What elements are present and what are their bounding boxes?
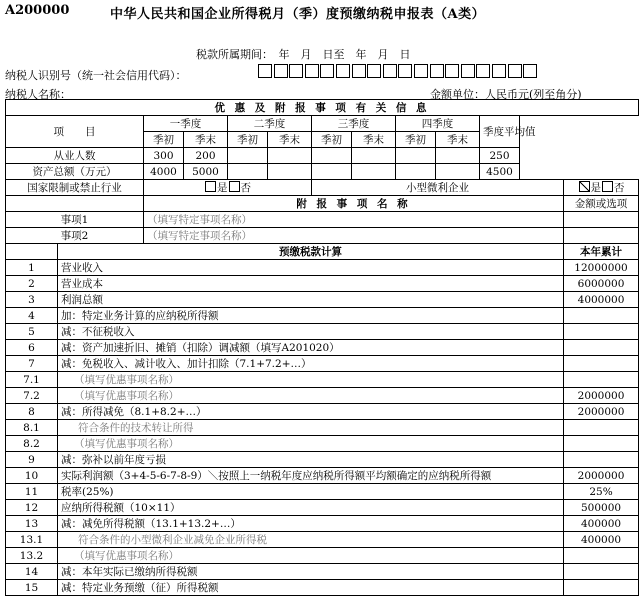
line-label: 减：不征税收入 [58, 324, 564, 340]
line-amount[interactable] [564, 580, 639, 596]
calc-row [6, 372, 639, 388]
line-number: 7.2 [6, 388, 58, 404]
value-cell[interactable] [396, 164, 436, 180]
quarter-header: 一季度 [144, 116, 228, 132]
id-digit-box[interactable] [461, 64, 475, 78]
line-number: 8 [6, 404, 58, 420]
quarter-header: 四季度 [396, 116, 480, 132]
line-label: 减：资产加速折旧、摊销（扣除）调减额（填写A201020） [58, 340, 564, 356]
attached-item-label: 事项1 [6, 212, 144, 228]
line-number: 2 [6, 276, 58, 292]
id-digit-box[interactable] [289, 64, 303, 78]
value-cell[interactable]: 300 [144, 148, 184, 164]
average-cell[interactable]: 250 [480, 148, 520, 164]
id-digit-box[interactable] [430, 64, 444, 78]
line-label: 实际利润额（3+4-5-6-7-8-9）＼按照上一纳税年度应纳税所得额平均额确定的应纳税所得额 [58, 468, 564, 484]
currency-unit: 金额单位：人民币元(列至角分) [430, 88, 582, 101]
line-amount[interactable] [564, 356, 639, 372]
quarter-end-header: 季末 [184, 132, 228, 148]
id-digit-box[interactable] [523, 64, 537, 78]
line-label: 符合条件的技术转让所得 [58, 420, 564, 436]
checkbox-icon[interactable] [229, 181, 240, 192]
line-amount[interactable] [564, 324, 639, 340]
checkbox-icon[interactable] [205, 181, 216, 192]
id-digit-box[interactable] [352, 64, 366, 78]
calc-row [6, 388, 639, 404]
quarterly-average-header: 季度平均值 [480, 116, 520, 148]
id-digit-box[interactable] [274, 64, 288, 78]
line-number: 13.1 [6, 532, 58, 548]
employees-row [6, 148, 639, 164]
calc-row [6, 308, 639, 324]
declaration-table [5, 99, 628, 596]
calc-row [6, 468, 639, 484]
calc-row [6, 436, 639, 452]
calc-row [6, 484, 639, 500]
value-cell[interactable] [268, 164, 312, 180]
prepayment-calc-title: 预缴税款计算 [58, 244, 564, 260]
option-no: 否 [240, 181, 251, 194]
line-amount[interactable]: 2000000 [564, 388, 639, 404]
id-digit-box[interactable] [414, 64, 428, 78]
quarter-start-header: 季初 [396, 132, 436, 148]
line-amount[interactable] [564, 564, 639, 580]
quarter-start-header: 季初 [312, 132, 352, 148]
row-label: 资产总额（万元） [6, 164, 144, 180]
calc-row [6, 548, 639, 564]
line-amount[interactable]: 25% [564, 484, 639, 500]
value-cell[interactable]: 5000 [184, 164, 228, 180]
line-label: 符合条件的小型微利企业减免企业所得税 [58, 532, 564, 548]
line-number: 11 [6, 484, 58, 500]
preferential-section-title: 优 惠 及 附 报 事 项 有 关 信 息 [6, 100, 639, 116]
form-code: A200000 [5, 3, 70, 18]
attached-item-amount[interactable] [564, 228, 639, 244]
line-label: （填写优惠事项名称） [58, 372, 564, 388]
line-number: 9 [6, 452, 58, 468]
small-low-profit-label: 小型微利企业 [312, 180, 564, 196]
value-cell[interactable] [352, 148, 396, 164]
line-number: 10 [6, 468, 58, 484]
line-label: 减：免税收入、减计收入、加计扣除（7.1+7.2+…） [58, 356, 564, 372]
taxpayer-name-label: 纳税人名称： [5, 88, 71, 101]
line-amount[interactable]: 6000000 [564, 276, 639, 292]
calc-row [6, 340, 639, 356]
id-digit-box[interactable] [508, 64, 522, 78]
value-cell[interactable] [436, 164, 480, 180]
line-label: 利润总额 [58, 292, 564, 308]
line-amount[interactable] [564, 452, 639, 468]
attached-item-row [6, 212, 639, 228]
line-label: 营业收入 [58, 260, 564, 276]
line-label: 加：特定业务计算的应纳税所得额 [58, 308, 564, 324]
option-yes: 是 [217, 181, 228, 194]
calc-row [6, 276, 639, 292]
quarter-end-header: 季末 [268, 132, 312, 148]
value-cell[interactable] [396, 148, 436, 164]
line-label: （填写优惠事项名称） [58, 548, 564, 564]
id-digit-box[interactable] [476, 64, 490, 78]
attached-item-name[interactable]: （填写特定事项名称） [144, 212, 564, 228]
line-number: 7 [6, 356, 58, 372]
calc-row [6, 532, 639, 548]
form-title: 中华人民共和国企业所得税月（季）度预缴纳税申报表（A类） [110, 7, 486, 22]
value-cell[interactable] [436, 148, 480, 164]
line-amount[interactable] [564, 548, 639, 564]
line-number: 8.1 [6, 420, 58, 436]
line-number: 12 [6, 500, 58, 516]
quarter-end-header: 季末 [436, 132, 480, 148]
id-digit-box[interactable] [367, 64, 381, 78]
tax-period: 税款所属期间： 年 月 日至 年 月 日 [196, 48, 411, 61]
amount-or-option-header: 金额或选项 [564, 196, 639, 212]
line-amount[interactable] [564, 436, 639, 452]
calc-row [6, 292, 639, 308]
line-label: 减：弥补以前年度亏损 [58, 452, 564, 468]
calc-row [6, 516, 639, 532]
attached-item-name[interactable]: （填写特定事项名称） [144, 228, 564, 244]
checkbox-icon[interactable] [602, 181, 613, 192]
industry-flags-row [6, 180, 639, 196]
calc-row [6, 404, 639, 420]
line-label: 应纳所得税额（10×11） [58, 500, 564, 516]
line-number: 14 [6, 564, 58, 580]
value-cell[interactable]: 200 [184, 148, 228, 164]
calc-row [6, 324, 639, 340]
line-amount[interactable]: 12000000 [564, 260, 639, 276]
item-header: 项 目 [6, 116, 144, 148]
value-cell[interactable] [228, 148, 268, 164]
quarter-header: 三季度 [312, 116, 396, 132]
calc-row [6, 564, 639, 580]
line-number: 1 [6, 260, 58, 276]
line-label: 营业成本 [58, 276, 564, 292]
id-digit-box[interactable] [383, 64, 397, 78]
line-label: 减：本年实际已缴纳所得税额 [58, 564, 564, 580]
line-label: 减：减免所得税额（13.1+13.2+…） [58, 516, 564, 532]
line-number: 6 [6, 340, 58, 356]
line-amount[interactable] [564, 308, 639, 324]
average-cell[interactable]: 4500 [480, 164, 520, 180]
line-number: 4 [6, 308, 58, 324]
value-cell[interactable]: 4000 [144, 164, 184, 180]
line-label: 减：所得减免（8.1+8.2+…） [58, 404, 564, 420]
quarter-header: 二季度 [228, 116, 312, 132]
line-amount[interactable] [564, 420, 639, 436]
value-cell[interactable] [312, 148, 352, 164]
calc-row [6, 452, 639, 468]
year-to-date-header: 本年累计 [564, 244, 639, 260]
line-amount[interactable]: 400000 [564, 516, 639, 532]
line-number: 15 [6, 580, 58, 596]
row-label: 从业人数 [6, 148, 144, 164]
taxpayer-id-label: 纳税人识别号（统一社会信用代码）： [5, 69, 187, 82]
line-label: 减：特定业务预缴（征）所得税额 [58, 580, 564, 596]
line-number: 3 [6, 292, 58, 308]
quarter-start-header: 季初 [144, 132, 184, 148]
total-assets-row [6, 164, 639, 180]
attached-item-row [6, 228, 639, 244]
value-cell[interactable] [268, 148, 312, 164]
line-label: （填写优惠事项名称） [58, 436, 564, 452]
line-number: 8.2 [6, 436, 58, 452]
attached-item-label: 事项2 [6, 228, 144, 244]
id-digit-box[interactable] [258, 64, 272, 78]
blank-cell [6, 196, 144, 212]
calc-row [6, 356, 639, 372]
calc-row [6, 500, 639, 516]
line-number: 13 [6, 516, 58, 532]
line-number: 7.1 [6, 372, 58, 388]
id-digit-box[interactable] [305, 64, 319, 78]
line-amount[interactable]: 400000 [564, 532, 639, 548]
id-digit-box[interactable] [398, 64, 412, 78]
line-amount[interactable]: 2000000 [564, 468, 639, 484]
id-digit-box[interactable] [445, 64, 459, 78]
line-amount[interactable] [564, 340, 639, 356]
line-amount[interactable]: 4000000 [564, 292, 639, 308]
calc-row [6, 420, 639, 436]
quarter-end-header: 季末 [352, 132, 396, 148]
checked-checkbox-icon[interactable] [579, 181, 590, 192]
line-number: 5 [6, 324, 58, 340]
restricted-industry-label: 国家限制或禁止行业 [6, 180, 144, 196]
quarter-start-header: 季初 [228, 132, 268, 148]
small-low-profit-options [564, 180, 639, 196]
option-no: 否 [614, 181, 625, 194]
line-label: 税率(25%) [58, 484, 564, 500]
calc-row [6, 580, 639, 596]
blank-cell [6, 244, 58, 260]
line-amount[interactable]: 2000000 [564, 404, 639, 420]
value-cell[interactable] [352, 164, 396, 180]
line-label: （填写优惠事项名称） [58, 388, 564, 404]
attached-items-title: 附 报 事 项 名 称 [144, 196, 564, 212]
id-digit-box[interactable] [336, 64, 350, 78]
line-number: 13.2 [6, 548, 58, 564]
line-amount[interactable]: 500000 [564, 500, 639, 516]
id-digit-box[interactable] [320, 64, 334, 78]
value-cell[interactable] [228, 164, 268, 180]
calc-row [6, 260, 639, 276]
value-cell[interactable] [312, 164, 352, 180]
id-digit-box[interactable] [492, 64, 506, 78]
option-yes: 是 [590, 181, 602, 194]
restricted-industry-options [144, 180, 312, 196]
taxpayer-id-boxes[interactable] [258, 64, 539, 78]
attached-item-amount[interactable] [564, 212, 639, 228]
line-amount[interactable] [564, 372, 639, 388]
